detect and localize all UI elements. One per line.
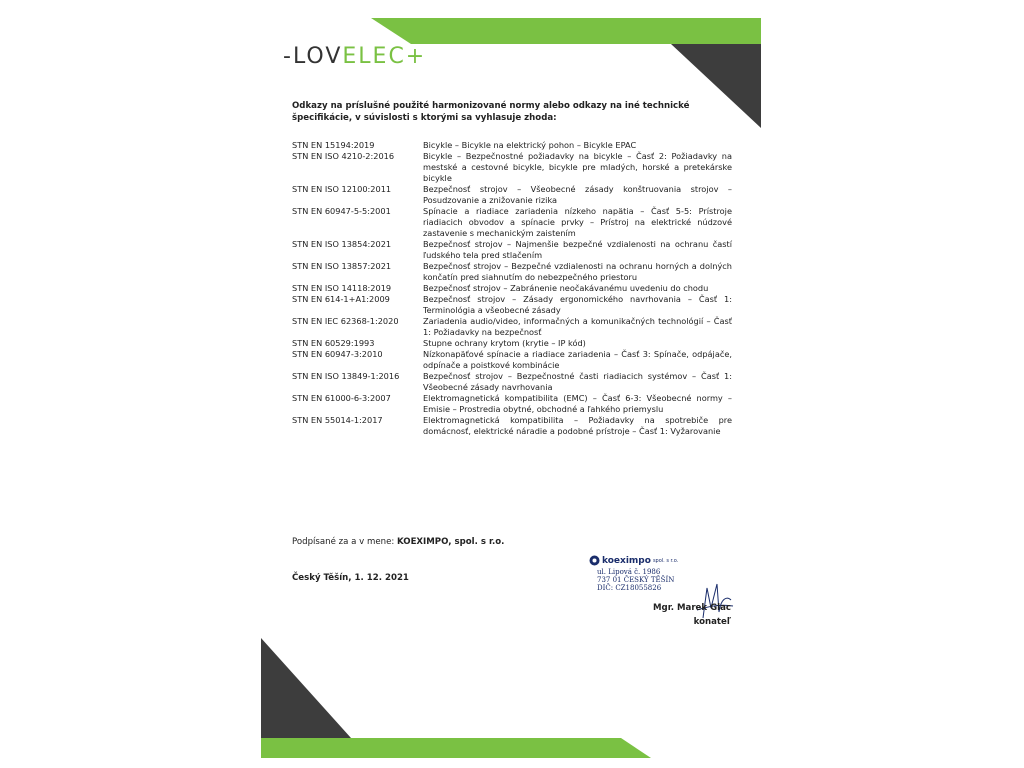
stamp-brand — [589, 555, 678, 566]
signer-name: Mgr. Marek Glac — [653, 603, 731, 613]
stamp-brand-suffix: spol. s r.o. — [652, 557, 679, 564]
signer-block — [653, 601, 731, 629]
norm-code: STN EN 60529:1993 — [292, 338, 375, 348]
logo-accent-text: ELEC+ — [342, 44, 427, 69]
norm-row — [292, 206, 732, 239]
norm-description: Elektromagnetická kompatibilita – Požiadavky na spotrebiče pre domácnosť, elektrické náradie a podobné prístroje – Časť 1: Vyžarovanie — [423, 415, 732, 436]
norm-code: STN EN 60947-5-5:2001 — [292, 206, 391, 216]
norm-row — [292, 239, 732, 261]
norm-description: Bicykle – Bicykle na elektrický pohon – Bicykle EPAC — [423, 140, 637, 150]
signed-label: Podpísané za a v mene: — [292, 537, 397, 547]
norm-description: Stupne ochrany krytom (krytie – IP kód) — [423, 338, 586, 348]
norm-description: Bezpečnosť strojov – Bezpečnostné časti riadiacich systémov – Časť 1: Všeobecné zásady navrhovania — [423, 371, 732, 392]
norm-row — [292, 393, 732, 415]
norm-description: Elektromagnetická kompatibilita (EMC) – Časť 6-3: Všeobecné normy – Emisie – Prostredia obytné, obchodné a ľahkého priemyslu — [423, 393, 732, 414]
stamp-logo-icon — [589, 555, 600, 566]
norm-code: STN EN ISO 13854:2021 — [292, 239, 392, 249]
norm-description: Bezpečnosť strojov – Zásady ergonomického navrhovania – Časť 1: Terminológia a všeobecné zásady — [423, 294, 732, 315]
norm-row — [292, 184, 732, 206]
signed-company: KOEXIMPO, spol. s r.o. — [396, 537, 505, 547]
norm-code: STN EN ISO 13849-1:2016 — [292, 371, 400, 381]
green-band-bottom — [261, 738, 651, 758]
norm-description: Bicykle – Bezpečnostné požiadavky na bicykle – Časť 2: Požiadavky na mestské a cestovné bicykle, bicykle pre mladých, horské a pretekárske bicykle — [423, 151, 732, 183]
stamp-address: ul. Lipová č. 1986 — [597, 568, 661, 576]
norm-row — [292, 338, 732, 349]
norm-code: STN EN IEC 62368-1:2020 — [292, 316, 399, 326]
norm-row — [292, 151, 732, 184]
company-logo — [283, 44, 426, 69]
norm-description: Nízkonapäťové spínacie a riadiace zariadenia – Časť 3: Spínače, odpájače, odpínače a poistkové kombinácie — [423, 349, 732, 370]
norm-description: Bezpečnosť strojov – Všeobecné zásady konštruovania strojov – Posudzovanie a znižovanie rizika — [423, 184, 732, 205]
signer-role: konateľ — [693, 617, 731, 627]
norm-row — [292, 283, 732, 294]
norm-code: STN EN 60947-3:2010 — [292, 349, 383, 359]
place-date: Český Těšín, 1. 12. 2021 — [292, 573, 409, 583]
norm-row — [292, 140, 732, 151]
norm-row — [292, 349, 732, 371]
green-band — [371, 18, 761, 44]
norm-code: STN EN ISO 14118:2019 — [292, 283, 392, 293]
stamp-tax-id: DIČ: CZ18055826 — [597, 584, 662, 592]
norm-row — [292, 316, 732, 338]
document-page — [261, 18, 761, 758]
norm-code: STN EN 614-1+A1:2009 — [292, 294, 390, 304]
norm-description: Bezpečnosť strojov – Bezpečné vzdialenosti na ochranu horných a dolných končatín pred siahnutím do nebezpečného priestoru — [423, 261, 732, 282]
signed-line — [292, 537, 504, 547]
norm-code: STN EN 55014-1:2017 — [292, 415, 383, 425]
norm-code: STN EN ISO 12100:2011 — [292, 184, 392, 194]
norm-code: STN EN ISO 13857:2021 — [292, 261, 392, 271]
norm-row — [292, 261, 732, 283]
norm-code: STN EN 61000-6-3:2007 — [292, 393, 391, 403]
intro-heading: Odkazy na príslušné použité harmonizované normy alebo odkazy na iné technické špecifikácie, v súvislosti s ktorými sa vyhlasuje zhoda: — [292, 101, 690, 123]
norm-description: Zariadenia audio/video, informačných a komunikačných technológií – Časť 1: Požiadavky na bezpečnosť — [423, 316, 732, 337]
norm-description: Spínacie a riadiace zariadenia nízkeho napätia – Časť 5-5: Prístroje riadiacich obvodov a spínacie prvky – Prístroj na elektrické núdzové zastavenie s mechanickým zaistením — [423, 206, 732, 238]
dark-triangle-bottom — [261, 638, 351, 738]
norm-row — [292, 415, 732, 437]
norm-code: STN EN ISO 4210-2:2016 — [292, 151, 395, 161]
norm-code: STN EN 15194:2019 — [292, 140, 375, 150]
logo-text: -LOV — [283, 44, 343, 69]
norm-description: Bezpečnosť strojov – Najmenšie bezpečné vzdialenosti na ochranu častí ľudského tela pred stlačením — [423, 239, 732, 260]
norms-list — [292, 140, 732, 437]
stamp-city: 737 01 ČESKÝ TĚŠÍN — [597, 576, 675, 584]
norm-row — [292, 294, 732, 316]
norm-description: Bezpečnosť strojov – Zabránenie neočakávanému uvedeniu do chodu — [423, 283, 709, 293]
corner-decoration-bottom — [261, 628, 761, 758]
stamp-brand-name: koeximpo — [602, 555, 651, 566]
norm-row — [292, 371, 732, 393]
